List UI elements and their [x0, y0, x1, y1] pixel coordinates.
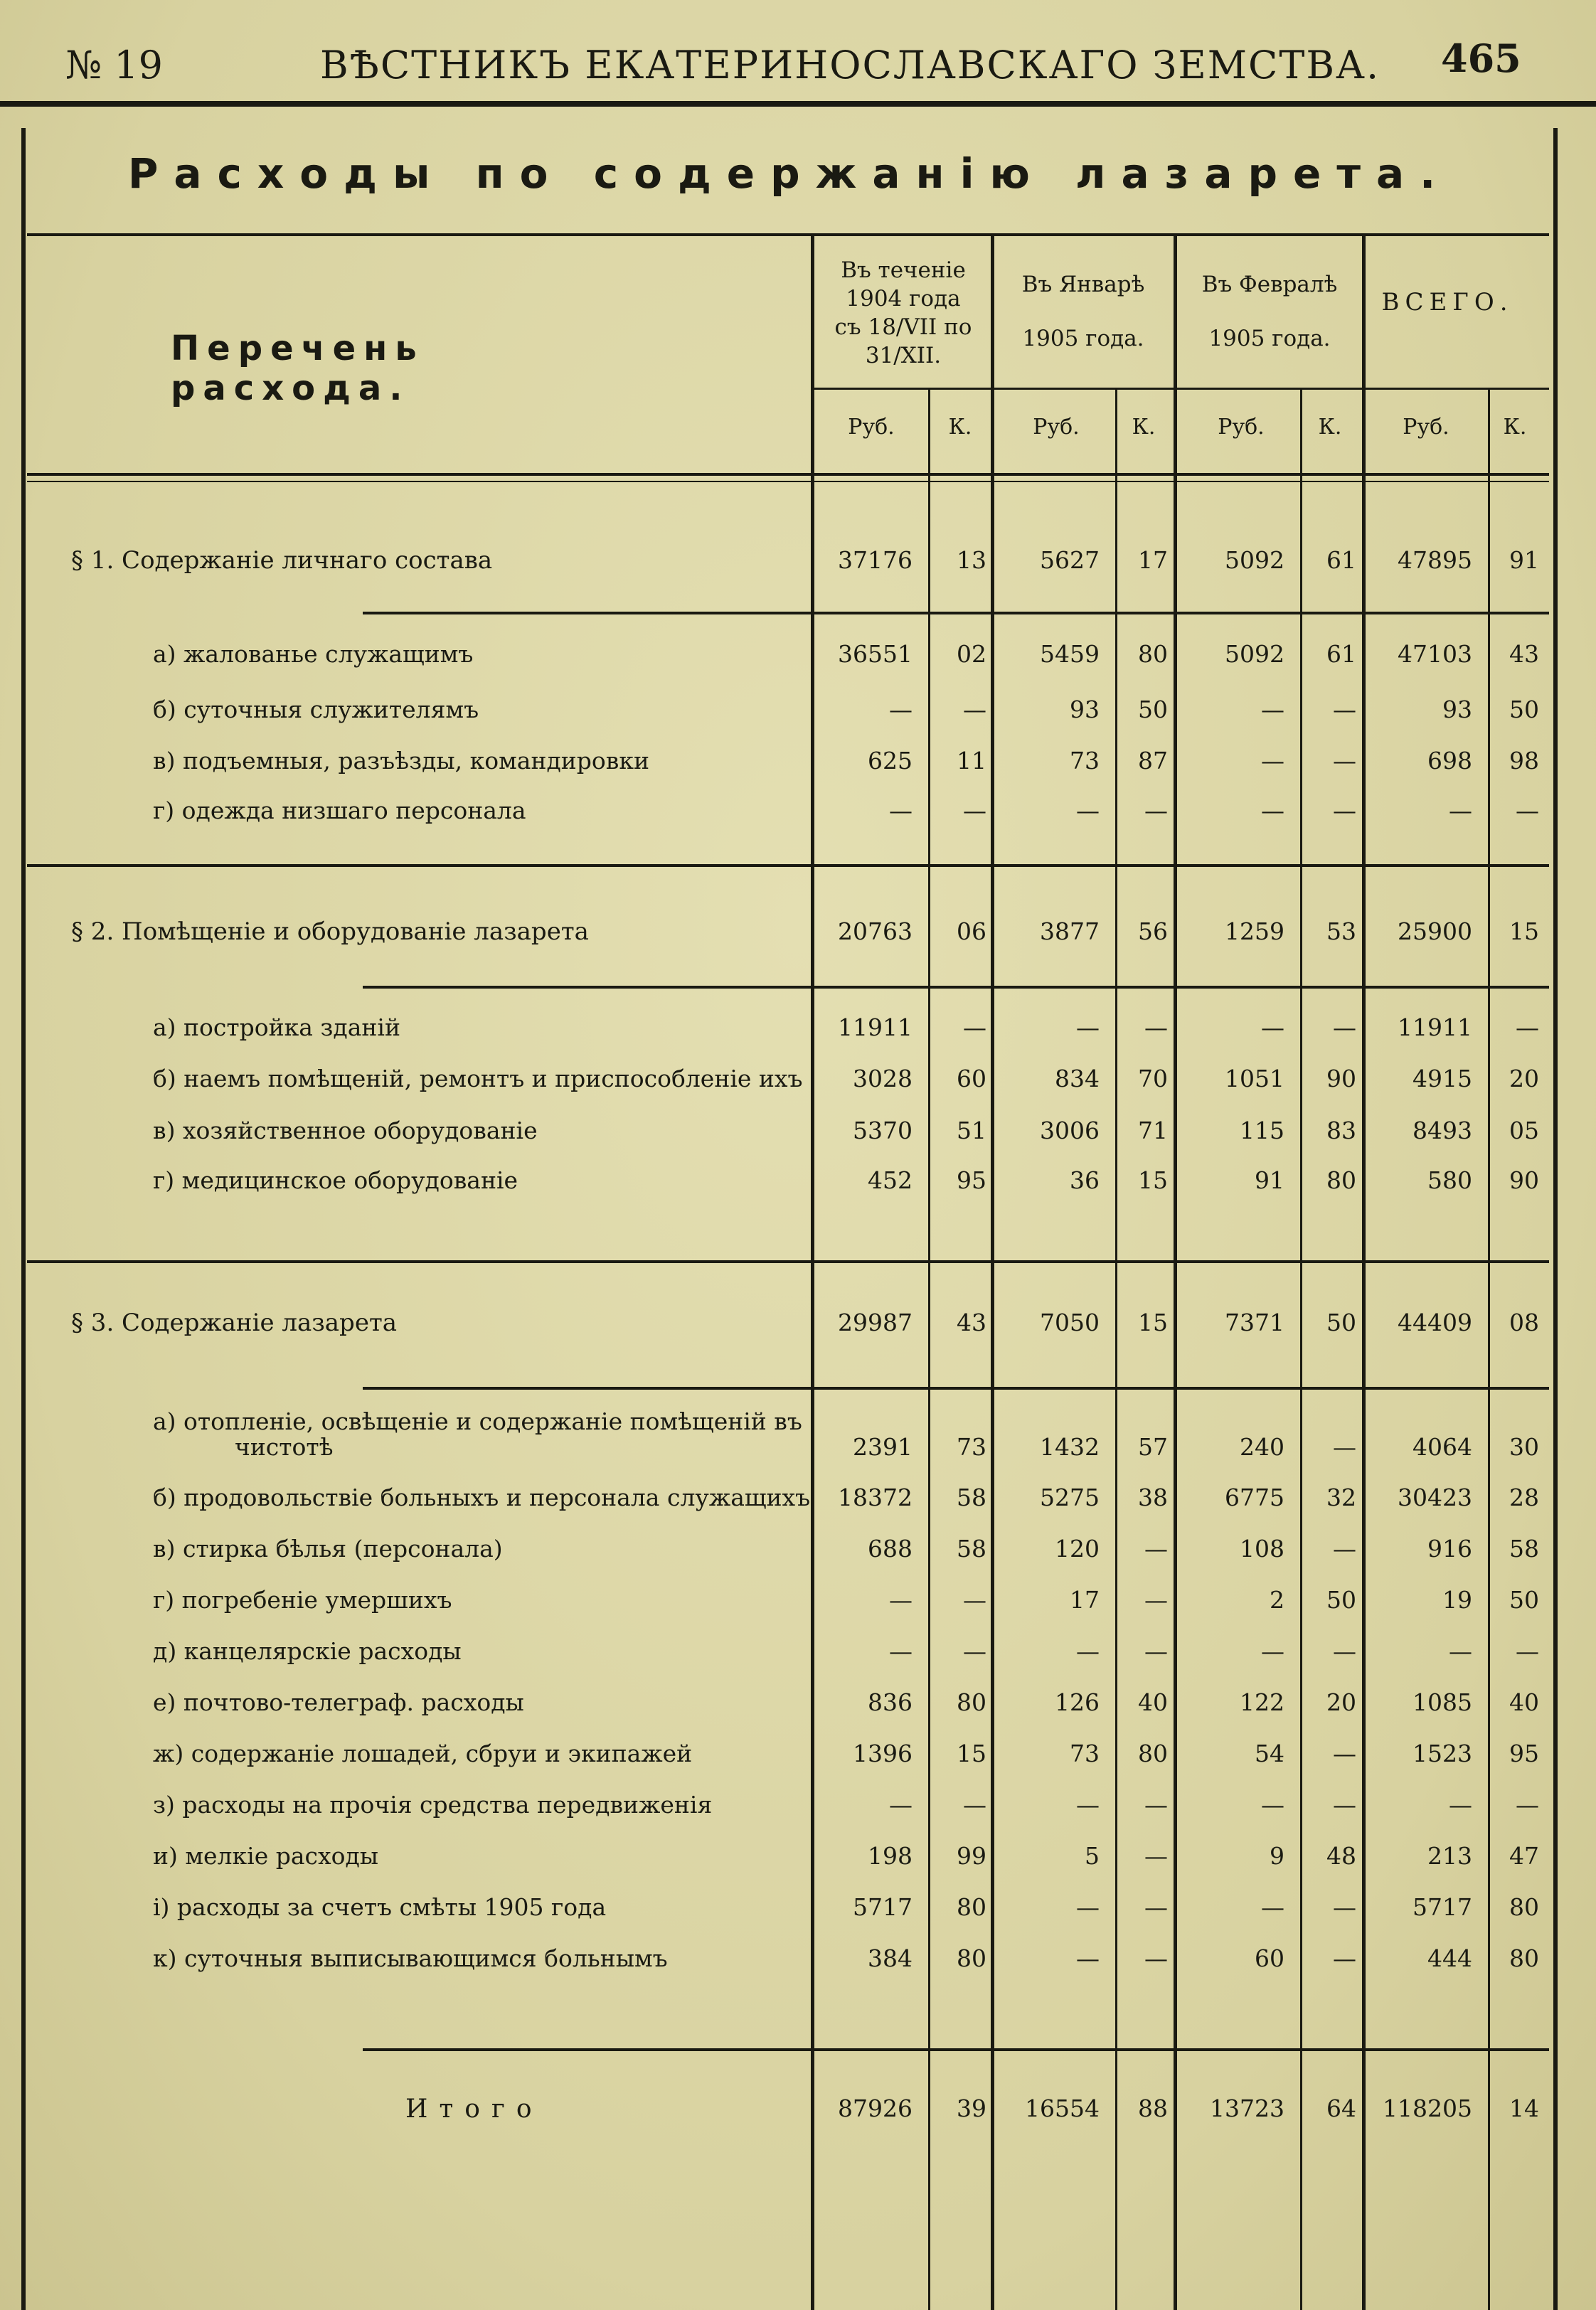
rub-value: 9	[1270, 1842, 1284, 1870]
kop-value: 48	[1326, 1842, 1356, 1870]
kop-value: 38	[1138, 1484, 1168, 1511]
rub-value: 213	[1427, 1842, 1472, 1870]
kop-value: —	[1333, 1893, 1356, 1921]
kop-value: —	[963, 797, 986, 824]
rub-value: 580	[1427, 1166, 1472, 1194]
section-rule	[27, 1260, 1549, 1263]
unit-rub: Руб.	[848, 415, 895, 440]
unit-kop: К.	[1318, 415, 1342, 440]
item-label: е) почтово-телеграф. расходы	[153, 1688, 524, 1716]
kop-value: 08	[1509, 1309, 1539, 1336]
kop-value: 51	[957, 1117, 986, 1144]
kop-value: 43	[1509, 640, 1539, 668]
kop-value: —	[1144, 1013, 1168, 1041]
item-label: б) наемъ помѣщеній, ремонтъ и приспособленіе ихъ	[153, 1065, 803, 1092]
rub-value: 198	[868, 1842, 913, 1870]
kop-value: 83	[1326, 1117, 1356, 1144]
kop-value: —	[1144, 1535, 1168, 1563]
rub-value: —	[889, 1637, 913, 1665]
kop-value: 15	[1509, 917, 1539, 945]
kop-value: —	[963, 1013, 986, 1041]
kop-value: 20	[1326, 1688, 1356, 1716]
kop-value: —	[1333, 1637, 1356, 1665]
rub-value: 1085	[1413, 1688, 1472, 1716]
kop-value: 53	[1326, 917, 1356, 945]
unit-kop: К.	[1132, 415, 1156, 440]
kop-value: 13	[957, 546, 986, 574]
kop-value: 80	[957, 1893, 986, 1921]
item-label: в) стирка бѣлья (персонала)	[153, 1535, 503, 1563]
kop-value: 20	[1509, 1065, 1539, 1092]
item-label: а) отопленіе, освѣщеніе и содержаніе помѣщеній въ	[153, 1407, 802, 1435]
kop-value: 50	[1326, 1309, 1356, 1336]
kop-value: 71	[1138, 1117, 1168, 1144]
kop-value: 02	[957, 640, 986, 668]
section-rule	[27, 864, 1549, 867]
col-rule	[811, 235, 814, 2310]
kop-value: 50	[1138, 696, 1168, 723]
rub-value: —	[1076, 1944, 1100, 1972]
kop-value: 50	[1509, 1586, 1539, 1614]
kop-value: 90	[1509, 1166, 1539, 1194]
kop-value: 39	[957, 2095, 986, 2122]
kop-value: 80	[1138, 1740, 1168, 1767]
caption-expense-list: Перечень расхода.	[171, 329, 425, 408]
rub-value: —	[1261, 696, 1284, 723]
header-line: 1904 года	[846, 286, 961, 312]
rub-value: 834	[1055, 1065, 1100, 1092]
kop-value: —	[1333, 747, 1356, 775]
rub-value: 3028	[853, 1065, 913, 1092]
rub-value: 108	[1240, 1535, 1284, 1563]
rub-value: —	[1076, 1637, 1100, 1665]
kop-value: 15	[957, 1740, 986, 1767]
kop-value: —	[1516, 1637, 1539, 1665]
kop-value: 99	[957, 1842, 986, 1870]
rub-value: 47103	[1398, 640, 1472, 668]
col-rule	[991, 235, 994, 2310]
rub-value: 47895	[1398, 546, 1472, 574]
total-label: Итого	[405, 2095, 543, 2124]
section-label: § 2. Помѣщеніе и оборудованіе лазарета	[71, 917, 589, 946]
rub-value: 25900	[1398, 917, 1472, 945]
rub-value: 5717	[1413, 1893, 1472, 1921]
rub-value: 7050	[1040, 1309, 1100, 1336]
journal-title: ВѢСТНИКЪ ЕКАТЕРИНОСЛАВСКАГО ЗЕМСТВА.	[320, 43, 1380, 87]
kop-value: —	[1333, 696, 1356, 723]
kop-value: 80	[957, 1688, 986, 1716]
kop-value: 50	[1326, 1586, 1356, 1614]
rub-value: 73	[1070, 1740, 1100, 1767]
kop-value: —	[1333, 1535, 1356, 1563]
rub-value: —	[1261, 1791, 1284, 1819]
rub-value: 2391	[853, 1433, 913, 1461]
item-label: в) хозяйственное оборудованіе	[153, 1117, 538, 1144]
unit-rub: Руб.	[1033, 415, 1080, 440]
kop-value: 60	[957, 1065, 986, 1092]
item-label: г) одежда низшаго персонала	[153, 797, 526, 824]
kop-value: —	[1516, 797, 1539, 824]
kop-value: 28	[1509, 1484, 1539, 1511]
rub-value: 836	[868, 1688, 913, 1716]
col-rule	[1115, 388, 1117, 2310]
kop-value: 61	[1326, 546, 1356, 574]
kop-value: 64	[1326, 2095, 1356, 2122]
rub-value: —	[1076, 1013, 1100, 1041]
item-label: ж) содержаніе лошадей, сбруи и экипажей	[153, 1740, 693, 1767]
rub-value: 19	[1442, 1586, 1472, 1614]
total-rule	[363, 2048, 1549, 2051]
rub-value: —	[1261, 747, 1284, 775]
kop-value: —	[1333, 797, 1356, 824]
unit-kop: К.	[948, 415, 972, 440]
kop-value: 98	[1509, 747, 1539, 775]
rub-value: —	[1449, 797, 1472, 824]
kop-value: 50	[1509, 696, 1539, 723]
item-label: б) продовольствіе больныхъ и персонала служащихъ	[153, 1484, 811, 1511]
kop-value: —	[1144, 1893, 1168, 1921]
kop-value: 58	[957, 1535, 986, 1563]
sub-rule	[363, 986, 1549, 989]
rub-value: 4915	[1413, 1065, 1472, 1092]
header-line: съ 18/VII по	[834, 314, 972, 340]
rub-value: 93	[1442, 696, 1472, 723]
kop-value: 80	[1509, 1944, 1539, 1972]
kop-value: —	[1144, 1842, 1168, 1870]
rub-value: 120	[1055, 1535, 1100, 1563]
kop-value: —	[1516, 1013, 1539, 1041]
kop-value: —	[1333, 1013, 1356, 1041]
kop-value: —	[963, 1791, 986, 1819]
header-line: Въ Февралѣ	[1201, 272, 1338, 297]
kop-value: —	[1333, 1791, 1356, 1819]
header-rule	[0, 101, 1596, 107]
kop-value: —	[1144, 1586, 1168, 1614]
rub-value: 6775	[1225, 1484, 1284, 1511]
kop-value: 80	[957, 1944, 986, 1972]
header-january-1905	[994, 270, 1172, 353]
kop-value: 80	[1509, 1893, 1539, 1921]
rub-value: 11911	[838, 1013, 913, 1041]
page-number: 465	[1441, 36, 1521, 81]
item-label: к) суточныя выписывающимся больнымъ	[153, 1944, 668, 1972]
rub-value: 916	[1427, 1535, 1472, 1563]
kop-value: 95	[1509, 1740, 1539, 1767]
kop-value: —	[1333, 1740, 1356, 1767]
rub-value: —	[1449, 1791, 1472, 1819]
rub-value: 11911	[1398, 1013, 1472, 1041]
item-label: а) постройка зданій	[153, 1013, 400, 1041]
kop-value: 14	[1509, 2095, 1539, 2122]
rub-value: 1051	[1225, 1065, 1284, 1092]
rub-value: 452	[868, 1166, 913, 1194]
rub-value: 36551	[838, 640, 913, 668]
item-label: а) жалованье служащимъ	[153, 640, 474, 668]
rub-value: 240	[1240, 1433, 1284, 1461]
kop-value: 88	[1138, 2095, 1168, 2122]
kop-value: 57	[1138, 1433, 1168, 1461]
col-rule	[1174, 235, 1177, 2310]
section-label: § 3. Содержаніе лазарета	[71, 1309, 398, 1337]
rub-value: 93	[1070, 696, 1100, 723]
header-total: ВСЕГО.	[1381, 288, 1513, 316]
kop-value: 95	[957, 1166, 986, 1194]
rub-value: —	[889, 696, 913, 723]
kop-value: —	[1144, 1791, 1168, 1819]
rub-value: 1432	[1040, 1433, 1100, 1461]
rub-value: 126	[1055, 1688, 1100, 1716]
kop-value: 32	[1326, 1484, 1356, 1511]
rub-value: 5	[1085, 1842, 1100, 1870]
section-label: § 1. Содержаніе личнаго состава	[71, 546, 493, 575]
rub-value: 5459	[1040, 640, 1100, 668]
kop-value: 61	[1326, 640, 1356, 668]
rub-value: —	[889, 797, 913, 824]
unit-rub: Руб.	[1218, 415, 1265, 440]
header-line: 1905 года.	[1022, 326, 1144, 351]
rub-value: 115	[1240, 1117, 1284, 1144]
rub-value: 5092	[1225, 546, 1284, 574]
rub-value: 688	[868, 1535, 913, 1563]
rub-value: 698	[1427, 747, 1472, 775]
unit-rub: Руб.	[1403, 415, 1449, 440]
kop-value: 43	[957, 1309, 986, 1336]
header-february-1905	[1177, 270, 1362, 353]
rub-value: —	[1261, 1893, 1284, 1921]
col-rule	[1488, 388, 1490, 2310]
unit-kop: К.	[1503, 415, 1527, 440]
rub-value: 4064	[1413, 1433, 1472, 1461]
rub-value: 444	[1427, 1944, 1472, 1972]
rub-value: —	[1076, 1893, 1100, 1921]
rub-value: 87926	[838, 2095, 913, 2122]
table-frame	[21, 128, 1558, 2310]
rub-value: —	[889, 1791, 913, 1819]
kop-value: 05	[1509, 1117, 1539, 1144]
kop-value: 47	[1509, 1842, 1539, 1870]
kop-value: 80	[1326, 1166, 1356, 1194]
kop-value: 91	[1509, 546, 1539, 574]
rub-value: 384	[868, 1944, 913, 1972]
header-line: 1905 года.	[1208, 326, 1331, 351]
rub-value: 1396	[853, 1740, 913, 1767]
kop-value: —	[963, 696, 986, 723]
col-rule	[928, 388, 930, 2310]
rub-value: —	[1261, 797, 1284, 824]
kop-value: —	[1144, 797, 1168, 824]
kop-value: 87	[1138, 747, 1168, 775]
running-header	[0, 28, 1596, 92]
rub-value: 54	[1255, 1740, 1284, 1767]
rub-value: —	[1449, 1637, 1472, 1665]
rub-value: 20763	[838, 917, 913, 945]
rub-value: 44409	[1398, 1309, 1472, 1336]
header-line: Въ Январѣ	[1021, 272, 1145, 297]
kop-value: 58	[957, 1484, 986, 1511]
header-period-1904	[814, 256, 992, 370]
rub-value: 73	[1070, 747, 1100, 775]
item-label-continued: чистотѣ	[235, 1433, 334, 1461]
rub-value: 2	[1270, 1586, 1284, 1614]
rub-value: 625	[868, 747, 913, 775]
item-label: і) расходы за счетъ смѣты 1905 года	[153, 1893, 607, 1921]
kop-value: 11	[957, 747, 986, 775]
rub-value: 60	[1255, 1944, 1284, 1972]
rub-value: 37176	[838, 546, 913, 574]
rub-value: 3877	[1040, 917, 1100, 945]
kop-value: 15	[1138, 1166, 1168, 1194]
rub-value: 5275	[1040, 1484, 1100, 1511]
kop-value: 58	[1509, 1535, 1539, 1563]
kop-value: —	[1333, 1944, 1356, 1972]
rub-value: 30423	[1398, 1484, 1472, 1511]
kop-value: —	[1516, 1791, 1539, 1819]
kop-value: 90	[1326, 1065, 1356, 1092]
header-line: Въ теченіе	[841, 257, 966, 283]
kop-value: 17	[1138, 546, 1168, 574]
rub-value: 17	[1070, 1586, 1100, 1614]
kop-value: —	[963, 1586, 986, 1614]
kop-value: 40	[1509, 1688, 1539, 1716]
kop-value: 73	[957, 1433, 986, 1461]
kop-value: —	[963, 1637, 986, 1665]
kop-value: —	[1144, 1944, 1168, 1972]
kop-value: 56	[1138, 917, 1168, 945]
kop-value: —	[1144, 1637, 1168, 1665]
kop-value: 70	[1138, 1065, 1168, 1092]
rub-value: —	[1261, 1013, 1284, 1041]
rub-value: 7371	[1225, 1309, 1284, 1336]
table-title: Расходы по содержанію лазарета.	[127, 149, 1452, 198]
rub-value: 18372	[838, 1484, 913, 1511]
rub-value: 1259	[1225, 917, 1284, 945]
rub-value: 122	[1240, 1688, 1284, 1716]
rub-value: —	[1076, 797, 1100, 824]
rub-value: —	[1076, 1791, 1100, 1819]
rub-value: 1523	[1413, 1740, 1472, 1767]
kop-value: 30	[1509, 1433, 1539, 1461]
sub-rule	[363, 612, 1549, 614]
item-label: г) медицинское оборудованіе	[153, 1166, 518, 1194]
item-label: в) подъемныя, разъѣзды, командировки	[153, 747, 649, 775]
rule	[811, 388, 1549, 390]
issue-number: № 19	[65, 43, 163, 87]
header-line: 31/XII.	[865, 343, 942, 368]
rub-value: 5627	[1040, 546, 1100, 574]
kop-value: 40	[1138, 1688, 1168, 1716]
rule	[27, 481, 1549, 482]
rule	[27, 473, 1549, 476]
kop-value: —	[1333, 1433, 1356, 1461]
rub-value: 13723	[1210, 2095, 1284, 2122]
rub-value: 91	[1255, 1166, 1284, 1194]
rub-value: 36	[1070, 1166, 1100, 1194]
rub-value: 8493	[1413, 1117, 1472, 1144]
col-rule	[1362, 235, 1366, 2310]
rub-value: —	[889, 1586, 913, 1614]
rub-value: 29987	[838, 1309, 913, 1336]
rub-value: 118205	[1383, 2095, 1472, 2122]
rule	[27, 233, 1549, 236]
item-label: б) суточныя служителямъ	[153, 696, 479, 723]
item-label: г) погребеніе умершихъ	[153, 1586, 452, 1614]
rub-value: —	[1261, 1637, 1284, 1665]
item-label: и) мелкіе расходы	[153, 1842, 379, 1870]
sub-rule	[363, 1387, 1549, 1390]
kop-value: 80	[1138, 640, 1168, 668]
col-rule	[1300, 388, 1302, 2310]
rub-value: 5370	[853, 1117, 913, 1144]
kop-value: 15	[1138, 1309, 1168, 1336]
rub-value: 3006	[1040, 1117, 1100, 1144]
item-label: д) канцелярскіе расходы	[153, 1637, 462, 1665]
item-label: з) расходы на прочія средства передвиженія	[153, 1791, 713, 1819]
rub-value: 5092	[1225, 640, 1284, 668]
rub-value: 16554	[1025, 2095, 1100, 2122]
kop-value: 06	[957, 917, 986, 945]
rub-value: 5717	[853, 1893, 913, 1921]
